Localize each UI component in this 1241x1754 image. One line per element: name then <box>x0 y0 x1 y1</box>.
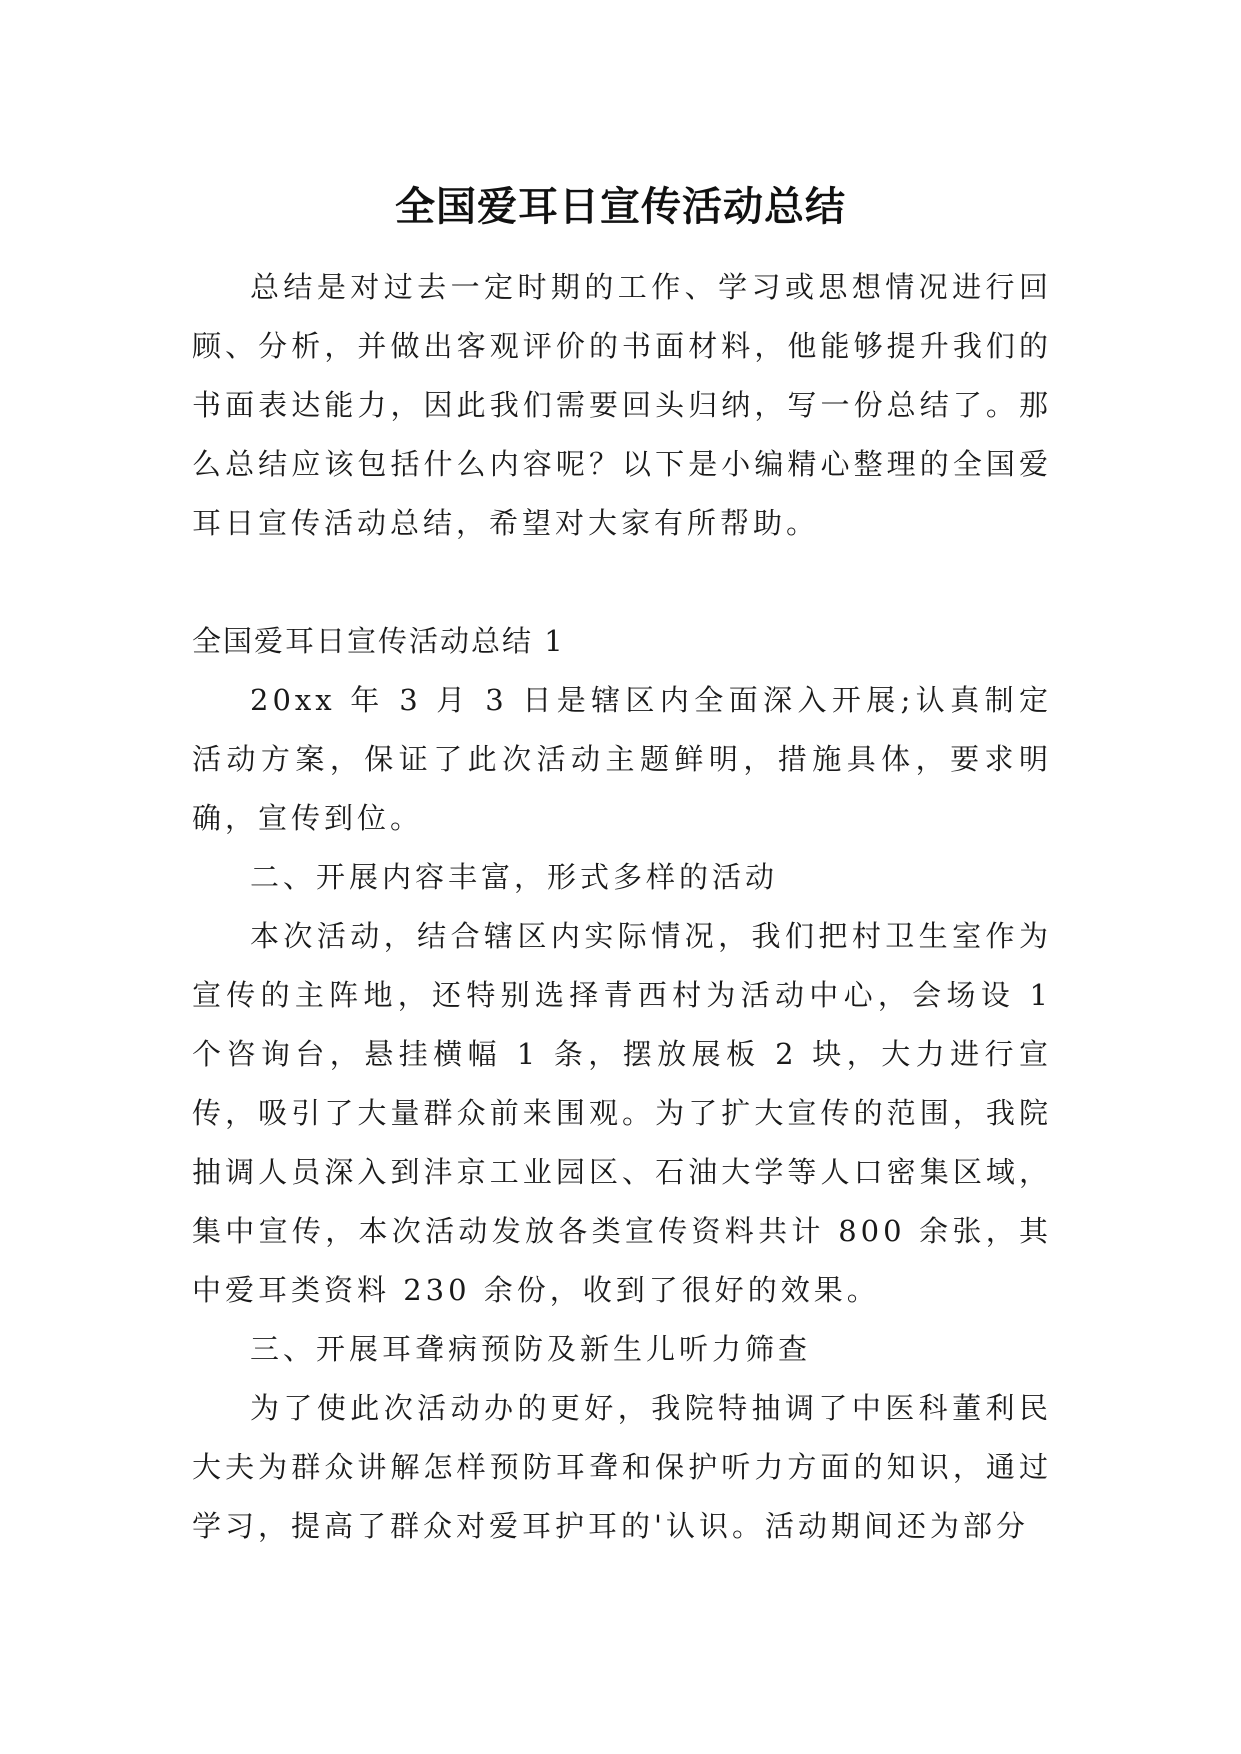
document-title: 全国爱耳日宣传活动总结 <box>395 183 846 230</box>
paragraph-2: 本次活动，结合辖区内实际情况，我们把村卫生室作为宣传的主阵地，还特别选择青西村为活动中心，会场设 1 个咨询台，悬挂横幅 1 条，摆放展板 2 块，大力进行宣传，吸引了大量群众前来围观。为了扩大宣传的范围，我院抽调人员深入到沣京工业园区、石油大学等人口密集区域，集中宣传，本次活动发放各类宣传资料共计 800 余张，其中爱耳类资料 230 余份，收到了很好的效果。 <box>192 919 1052 1307</box>
section-heading: 全国爱耳日宣传活动总结 1 <box>192 624 565 658</box>
intro-paragraph: 总结是对过去一定时期的工作、学习或思想情况进行回顾、分析，并做出客观评价的书面材料，他能够提升我们的书面表达能力，因此我们需要回头归纳，写一份总结了。那么总结应该包括什么内容呢？以下是小编精心整理的全国爱耳日宣传活动总结，希望对大家有所帮助。 <box>192 270 1052 540</box>
subheading-2: 二、开展内容丰富，形式多样的活动 <box>250 860 779 894</box>
paragraph-3: 为了使此次活动办的更好，我院特抽调了中医科董利民大夫为群众讲解怎样预防耳聋和保护听力方面的知识，通过学习，提高了群众对爱耳护耳的'认识。活动期间还为部分 <box>192 1391 1052 1543</box>
paragraph-1: 20xx 年 3 月 3 日是辖区内全面深入开展;认真制定活动方案，保证了此次活动主题鲜明，措施具体，要求明确，宣传到位。 <box>192 683 1052 835</box>
document-body <box>192 258 1052 1556</box>
subheading-3: 三、开展耳聋病预防及新生儿听力筛查 <box>250 1332 812 1366</box>
